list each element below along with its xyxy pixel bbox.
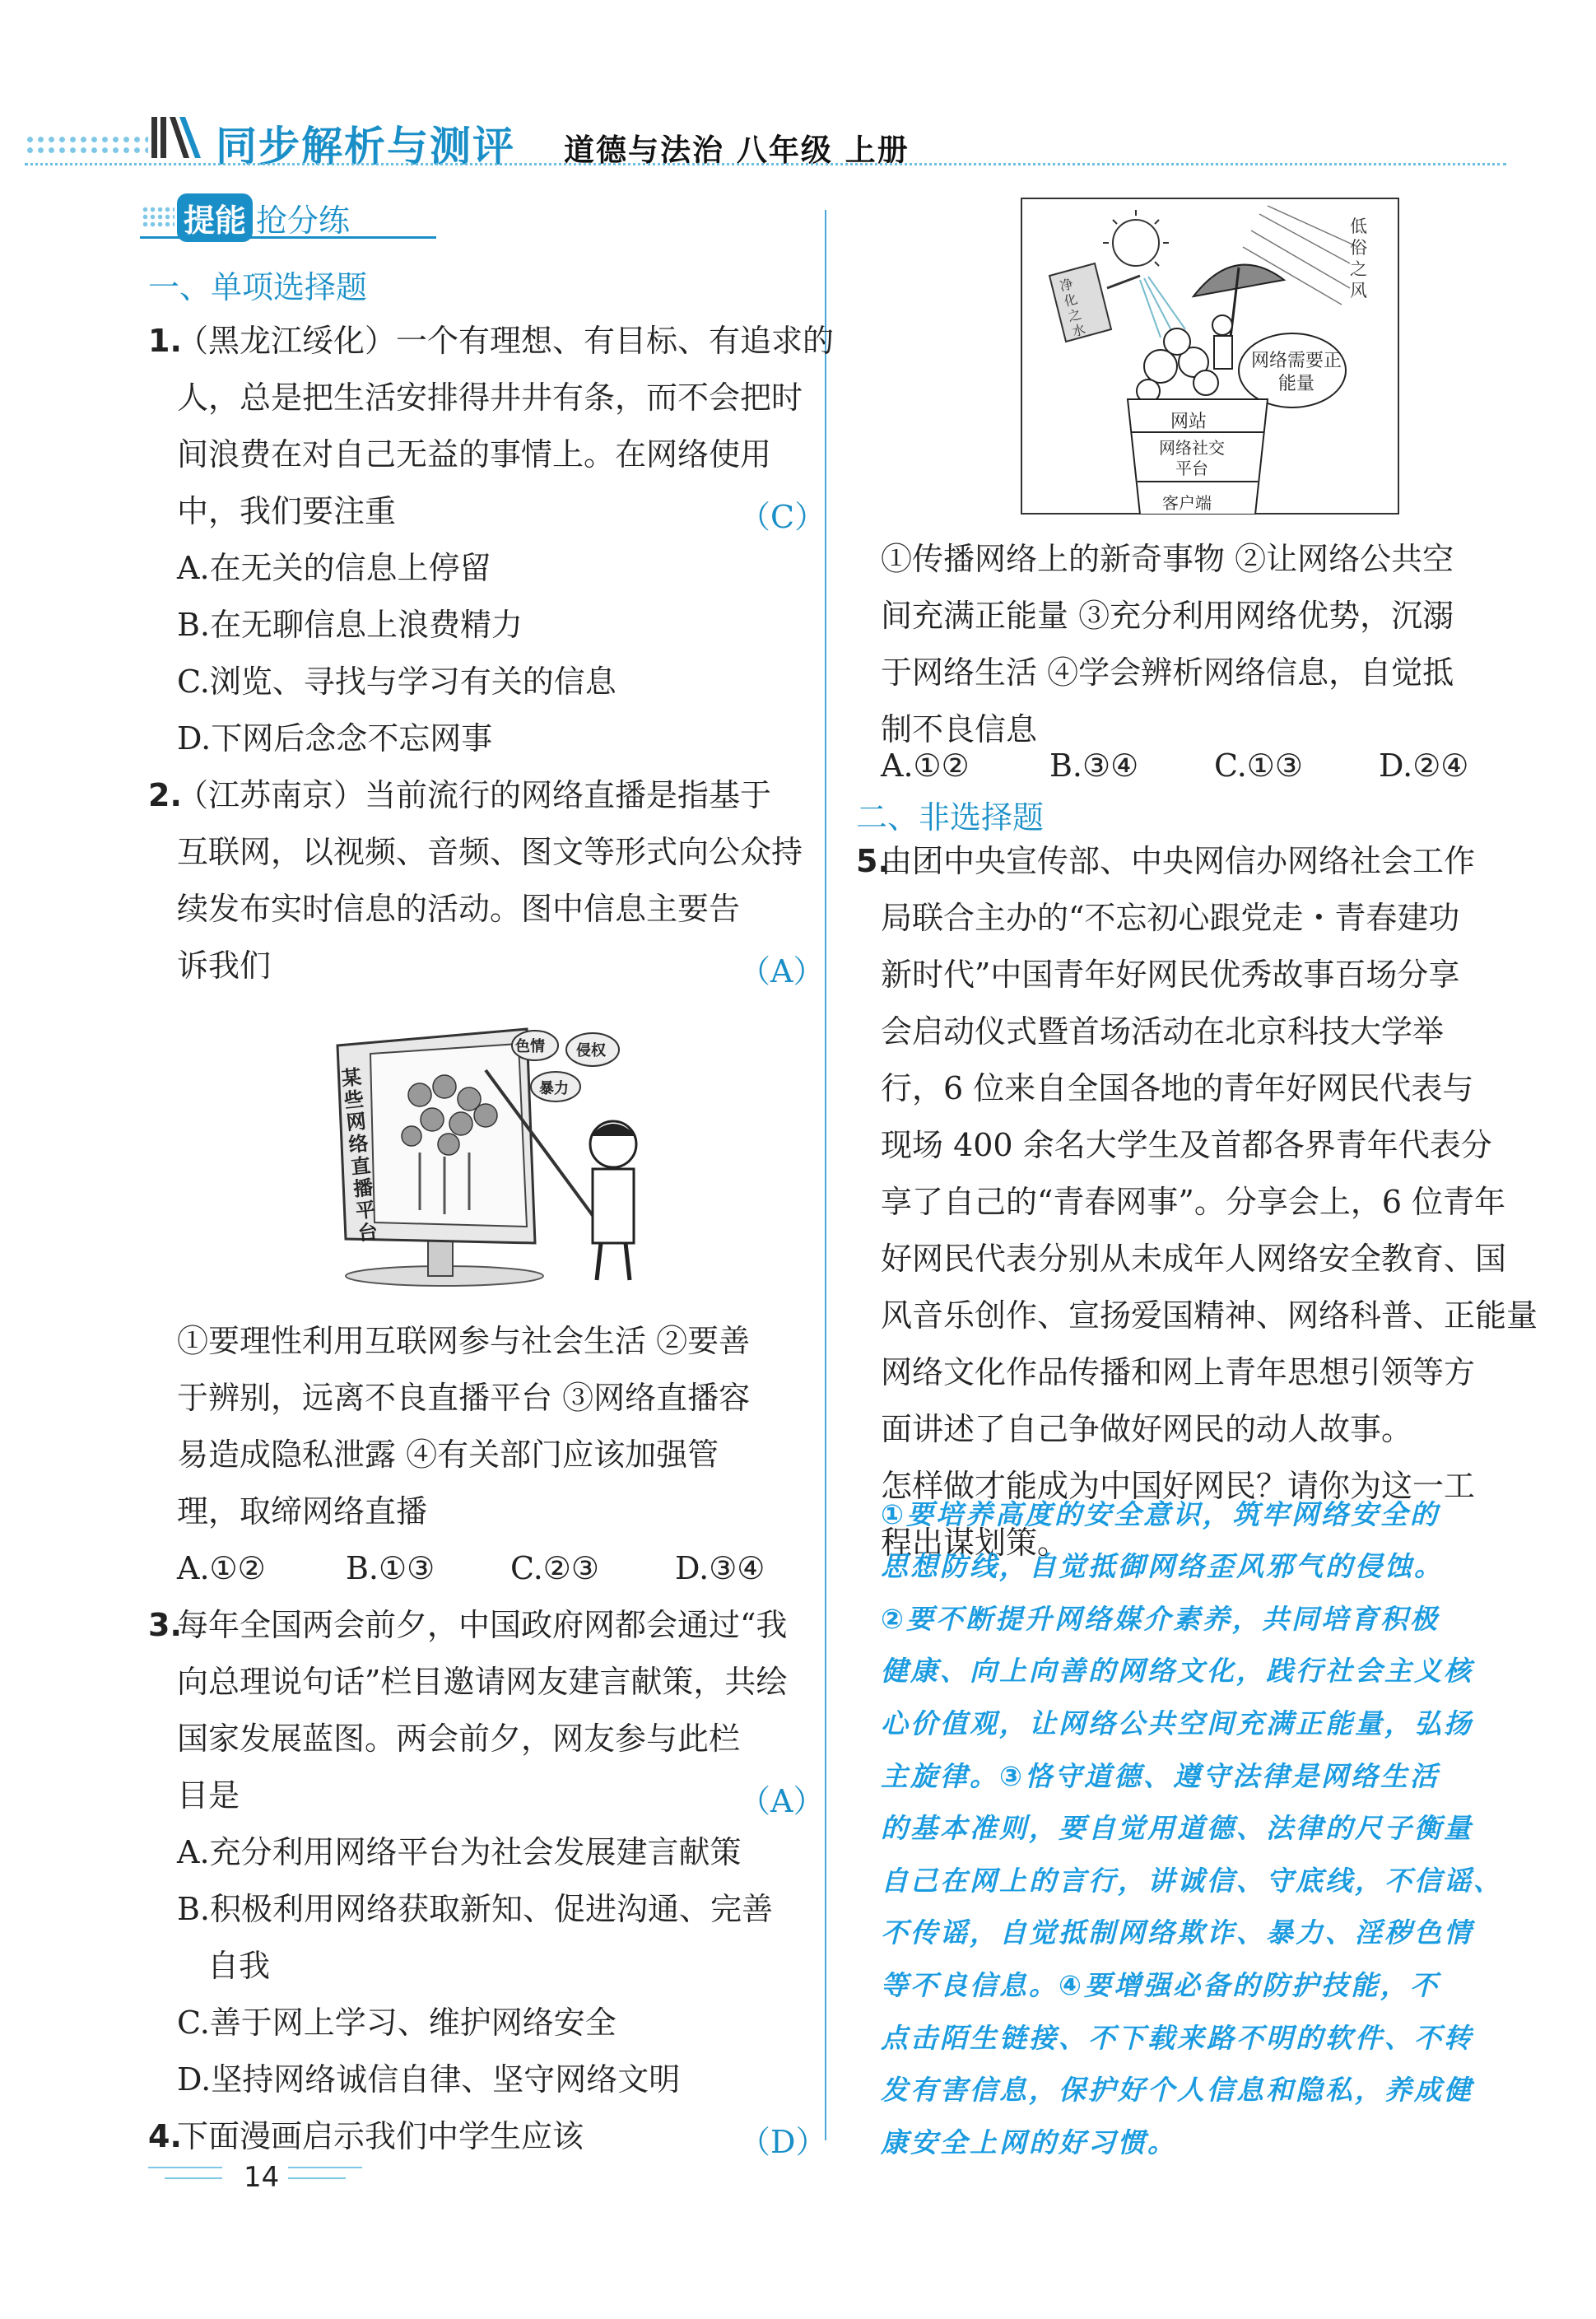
q3-option-b-cont: 自我 xyxy=(207,1948,271,1984)
q5-answer-line-13: 康安全上网的好习惯。 xyxy=(881,2126,1177,2158)
q4-answer: （D） xyxy=(739,2124,827,2160)
q5-line-1: 由团中央宣传部、中央网信办网络社会工作 xyxy=(881,843,1476,879)
q3-option-a: A.充分利用网络平台为社会发展建言献策 xyxy=(177,1834,742,1870)
q1-number: 1. xyxy=(148,323,182,359)
q5-answer-line-5: 心价值观，让网络公共空间充满正能量，弘扬 xyxy=(881,1707,1473,1739)
q5-line-5: 行，6 位来自全国各地的青年好网民代表与 xyxy=(881,1070,1474,1106)
q2-option-b: B.①③ xyxy=(346,1550,435,1586)
footer-line-left-2 xyxy=(165,2177,222,2179)
header-divider xyxy=(25,163,1506,165)
q3-line-1: 每年全国两会前夕，中国政府网都会通过“我 xyxy=(177,1607,788,1643)
q5-answer-line-1: ①要培养高度的安全意识，筑牢网络安全的 xyxy=(881,1498,1440,1530)
q3-option-c: C.善于网上学习、维护网络安全 xyxy=(177,2005,617,2041)
q5-answer-line-6: 主旋律。③恪守道德、遵守法律是网络生活 xyxy=(881,1760,1440,1792)
q4-cartoon-pot-1: 网站 xyxy=(1170,412,1207,432)
q1-option-c: C.浏览、寻找与学习有关的信息 xyxy=(177,664,617,700)
q2-statement-3: 易造成隐私泄露 ④有关部门应该加强管 xyxy=(177,1437,719,1473)
footer-line-left-1 xyxy=(148,2167,222,2168)
q5-line-4: 会启动仪式暨首场活动在北京科技大学举 xyxy=(881,1013,1445,1050)
q3-number: 3. xyxy=(148,1607,182,1643)
q5-answer-line-10: 等不良信息。④要增强必备的防护技能，不 xyxy=(881,1969,1440,2001)
q4-cartoon-bubble: 网络需要正能量 xyxy=(1251,351,1342,394)
footer-line-right-2 xyxy=(288,2177,346,2179)
series-title: 同步解析与测评 xyxy=(216,123,515,170)
q1-line-3: 间浪费在对自己无益的事情上。在网络使用 xyxy=(177,436,772,473)
q4-number: 4. xyxy=(148,2118,182,2154)
q5-answer-line-7: 的基本准则，要自觉用道德、法律的尺子衡量 xyxy=(881,1812,1473,1844)
q2-answer: （A） xyxy=(739,953,825,990)
q5-line-8: 好网民代表分别从未成年人网络安全教育、国 xyxy=(881,1241,1507,1277)
q2-cartoon-bubble-1: 色情 xyxy=(515,1038,545,1055)
q5-line-10: 网络文化作品传播和网上青年思想引领等方 xyxy=(881,1354,1476,1390)
q4-cartoon-pot-2: 网络社交平台 xyxy=(1159,438,1225,478)
q3-option-b: B.积极利用网络获取新知、促进沟通、完善 xyxy=(177,1891,774,1927)
q4-option-d: D.②④ xyxy=(1379,747,1469,784)
q4-option-a: A.①② xyxy=(881,747,970,784)
q5-line-9: 风音乐创作、宣扬爱国精神、网络科普、正能量 xyxy=(881,1297,1538,1334)
q5-number: 5. xyxy=(856,843,890,879)
q5-answer-line-12: 发有害信息，保护好个人信息和隐私，养成健 xyxy=(881,2074,1473,2106)
q2-statement-2: 于辨别，远离不良直播平台 ③网络直播容 xyxy=(177,1380,751,1416)
q5-line-7: 享了自己的“青春网事”。分享会上，6 位青年 xyxy=(881,1184,1506,1220)
section-tag xyxy=(177,193,350,243)
book-info: 道德与法治 八年级 上册 xyxy=(564,133,910,168)
q4-cartoon-wind-label: 低俗之风 xyxy=(1350,217,1367,300)
footer-line-right-1 xyxy=(288,2167,362,2168)
q2-line-1: （江苏南京）当前流行的网络直播是指基于 xyxy=(177,777,772,813)
q2-number: 2. xyxy=(148,777,182,813)
q3-line-2: 向总理说句话”栏目邀请网友建言献策，共绘 xyxy=(177,1664,788,1700)
q2-line-4: 诉我们 xyxy=(177,948,272,984)
q1-line-4: 中，我们要注重 xyxy=(177,493,397,529)
q5-line-2: 局联合主办的“不忘初心跟党走・青春建功 xyxy=(881,900,1460,936)
q2-option-a: A.①② xyxy=(177,1550,266,1586)
q2-option-d: D.③④ xyxy=(675,1550,765,1586)
q4-line-1: 下面漫画启示我们中学生应该 xyxy=(177,2118,584,2154)
q2-statement-1: ①要理性利用互联网参与社会生活 ②要善 xyxy=(177,1323,751,1359)
q2-option-c: C.②③ xyxy=(510,1550,599,1586)
part1-title: 一、单项选择题 xyxy=(148,269,368,305)
q5-answer-line-8: 自己在网上的言行，讲诚信、守底线，不信谣、 xyxy=(881,1865,1503,1897)
q4-statement-3: 于网络生活 ④学会辨析网络信息，自觉抵 xyxy=(881,654,1454,691)
q1-option-a: A.在无关的信息上停留 xyxy=(177,550,491,586)
q3-option-d: D.坚持网络诚信自律、坚守网络文明 xyxy=(177,2061,681,2098)
book-logo-icon xyxy=(150,114,214,161)
q1-answer: （C） xyxy=(739,499,826,535)
q5-line-3: 新时代”中国青年好网民优秀故事百场分享 xyxy=(881,957,1460,993)
q4-option-c: C.①③ xyxy=(1214,747,1303,784)
q4-option-b: B.③④ xyxy=(1049,747,1139,784)
q2-cartoon xyxy=(329,1021,691,1292)
q5-answer-line-2: 思想防线，自觉抵御网络歪风邪气的侵蚀。 xyxy=(881,1550,1444,1582)
q4-cartoon-can-label: 净化之水 xyxy=(1058,275,1087,340)
q3-answer: （A） xyxy=(739,1783,825,1819)
q1-line-2: 人，总是把生活安排得井井有条，而不会把时 xyxy=(177,380,803,416)
q2-cartoon-bubble-2: 侵权 xyxy=(576,1042,606,1059)
q1-option-d: D.下网后念念不忘网事 xyxy=(177,720,493,757)
q2-cartoon-bubble-3: 暴力 xyxy=(539,1080,569,1097)
q5-question-1: 怎样做才能成为中国好网民？请你为这一工 xyxy=(881,1468,1476,1504)
q5-answer-line-11: 点击陌生链接、不下载来路不明的软件、不转 xyxy=(881,2022,1473,2054)
q3-line-3: 国家发展蓝图。两会前夕，网友参与此栏 xyxy=(177,1721,741,1757)
q5-answer-line-3: ②要不断提升网络媒介素养，共同培育积极 xyxy=(881,1603,1440,1635)
q5-line-11: 面讲述了自己争做好网民的动人故事。 xyxy=(881,1411,1413,1447)
q1-option-b: B.在无聊信息上浪费精力 xyxy=(177,607,523,643)
part2-title: 二、非选择题 xyxy=(856,799,1045,836)
q5-line-6: 现场 400 余名大学生及首都各界青年代表分 xyxy=(881,1127,1492,1163)
q1-line-1: （黑龙江绥化）一个有理想、有目标、有追求的 xyxy=(177,323,835,359)
q4-cartoon-pot-3: 客户端 xyxy=(1162,493,1212,513)
q3-line-4: 目是 xyxy=(177,1777,240,1814)
q2-line-3: 续发布实时信息的活动。图中信息主要告 xyxy=(177,891,741,927)
q5-answer-line-4: 健康、向上向善的网络文化，践行社会主义核 xyxy=(881,1655,1473,1687)
q5-question-2: 程出谋划策。 xyxy=(881,1525,1069,1561)
section-dots-decoration xyxy=(142,206,174,229)
q5-answer-line-9: 不传谣，自觉抵制网络欺诈、暴力、淫秽色情 xyxy=(881,1916,1473,1949)
section-tag-box: 提能 xyxy=(177,193,253,242)
q4-statement-4: 制不良信息 xyxy=(881,711,1038,747)
q4-statement-1: ①传播网络上的新奇事物 ②让网络公共空 xyxy=(881,541,1454,577)
section-tag-rest: 抢分练 xyxy=(256,203,351,239)
q2-cartoon-screen-label: 某些网络直播平台 xyxy=(340,1065,379,1246)
section-tag-underline xyxy=(140,236,436,239)
page-number: 14 xyxy=(244,2161,280,2194)
q2-line-2: 互联网，以视频、音频、图文等形式向公众持 xyxy=(177,834,803,870)
q4-statement-2: 间充满正能量 ③充分利用网络优势，沉溺 xyxy=(881,598,1454,634)
header-dots-decoration xyxy=(25,134,148,156)
q2-statement-4: 理，取缔网络直播 xyxy=(177,1493,428,1530)
